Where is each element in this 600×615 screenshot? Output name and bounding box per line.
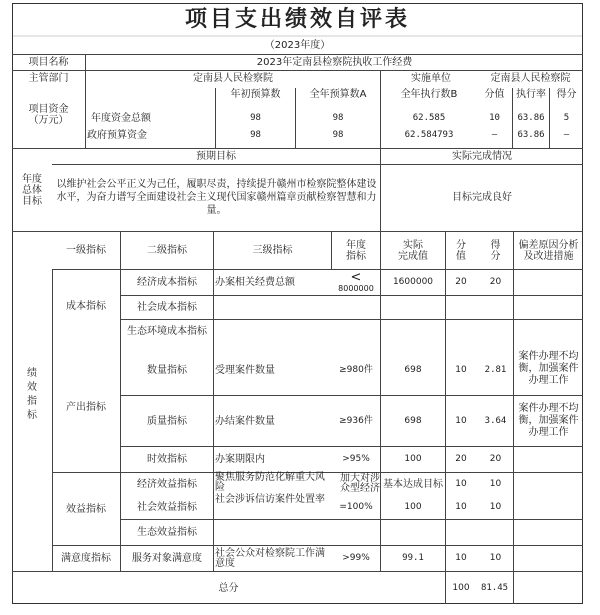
annual-symbol: < bbox=[350, 269, 362, 285]
goals-label-line2: 总体 bbox=[22, 184, 42, 196]
row-level2: 社会效益指标 bbox=[137, 501, 197, 513]
funds-label-line1: 项目资金 bbox=[28, 104, 69, 115]
dept-value: 定南县人民检察院 bbox=[193, 73, 273, 84]
section-label-char: 绩 bbox=[27, 368, 37, 379]
impl-label: 实施单位 bbox=[411, 73, 451, 84]
header-annual-line: 年度 bbox=[346, 239, 366, 251]
funds-row-score-value: 10 bbox=[489, 112, 500, 123]
header-value bbox=[446, 232, 476, 269]
funds-header-executed: 全年执行数B bbox=[400, 89, 458, 100]
funds-row-score: — bbox=[563, 129, 570, 140]
row-actual: 698 bbox=[404, 364, 422, 375]
funds-row-rate: 63.86 bbox=[517, 129, 545, 140]
header-annual bbox=[332, 232, 380, 269]
row-level2: 时效指标 bbox=[147, 454, 187, 465]
expected-goal-header: 预期目标 bbox=[196, 151, 236, 162]
row-value: 10 bbox=[455, 415, 467, 426]
actual-goal-text: 目标完成良好 bbox=[452, 191, 512, 203]
group-satisfaction: 满意度指标 bbox=[61, 553, 111, 564]
funds-label-line2: （万元） bbox=[28, 115, 69, 126]
row-value: 10 bbox=[455, 478, 467, 489]
year-label: （2023年度） bbox=[264, 40, 331, 51]
row-deviation: 案件办理不均衡，加强案件办理工作 bbox=[518, 403, 579, 438]
funds-header-initial: 年初预算数 bbox=[230, 89, 281, 100]
group-cost: 成本指标 bbox=[66, 300, 106, 312]
row-level2: 生态效益指标 bbox=[137, 527, 197, 538]
row-actual: 698 bbox=[404, 415, 422, 426]
funds-label bbox=[12, 98, 85, 132]
funds-row-name: 年度资金总额 bbox=[91, 112, 151, 124]
total-value: 100 bbox=[452, 582, 470, 593]
header-actual-line: 完成值 bbox=[398, 250, 428, 262]
impl-value: 定南县人民检察院 bbox=[490, 73, 571, 84]
row-annual: ≥980件 bbox=[339, 364, 373, 375]
funds-row-initial: 98 bbox=[250, 112, 261, 123]
row-level2: 社会成本指标 bbox=[137, 302, 197, 313]
row-level3: 办结案件数量 bbox=[215, 415, 275, 427]
row-value: 20 bbox=[455, 454, 467, 464]
header-level1: 一级指标 bbox=[66, 245, 106, 256]
group-output: 产出指标 bbox=[66, 401, 106, 413]
project-name-value: 2023年定南县检察院执收工作经费 bbox=[256, 57, 413, 68]
row-score: 2.81 bbox=[484, 364, 507, 375]
funds-header-score-value: 分值 bbox=[484, 89, 505, 100]
goals-label-line3: 目标 bbox=[22, 195, 42, 207]
row-score: 10 bbox=[489, 501, 502, 512]
header-score bbox=[478, 232, 513, 269]
header-deviation bbox=[514, 232, 583, 269]
funds-row-initial: 98 bbox=[250, 129, 261, 140]
header-value-line: 分 bbox=[456, 239, 466, 251]
page-title: 项目支出绩效自评表 bbox=[184, 6, 410, 32]
funds-row-rate: 63.86 bbox=[517, 112, 545, 123]
row-annual: 加大对涉众型经济 bbox=[340, 473, 380, 494]
header-level2: 二级指标 bbox=[147, 245, 187, 256]
section-label-char: 指 bbox=[27, 396, 37, 407]
goals-label bbox=[12, 160, 52, 220]
header-actual-line: 实际 bbox=[403, 239, 423, 251]
row-level2: 数量指标 bbox=[147, 364, 187, 376]
section-label-char: 标 bbox=[27, 410, 37, 421]
dept-label: 主管部门 bbox=[28, 73, 69, 84]
header-deviation-line: 偏差原因分析 bbox=[518, 239, 579, 251]
total-score: 81.45 bbox=[480, 582, 509, 593]
row-score: 20 bbox=[489, 454, 502, 464]
row-level2: 服务对象满意度 bbox=[132, 553, 202, 564]
row-value: 10 bbox=[455, 553, 467, 563]
row-level3: 聚焦服务防范化解重大风险 bbox=[215, 472, 325, 493]
row-annual: ≥936件 bbox=[339, 415, 373, 426]
row-actual: 100 bbox=[404, 454, 422, 464]
row-actual: 基本达成目标 bbox=[383, 478, 443, 490]
row-level3: 办案相关经费总额 bbox=[215, 277, 295, 288]
row-value: 10 bbox=[455, 364, 467, 375]
row-level3: 社会涉诉信访案件处置率 bbox=[215, 494, 325, 505]
expected-goal-text: 以维护社会公平正义为己任，履职尽责，持续提升赣州市检察院整体建设水平，为奋力谱写全面建设社会主义现代国家赣州篇章贡献检察智慧和力量。 bbox=[56, 178, 377, 216]
row-annual: >95% bbox=[342, 454, 370, 464]
indicators-section-label bbox=[12, 340, 52, 450]
row-annual: >99% bbox=[342, 553, 370, 563]
row-score: 20 bbox=[489, 277, 502, 287]
row-level3: 办案期限内 bbox=[215, 454, 265, 465]
header-actual bbox=[381, 232, 445, 269]
row-score: 10 bbox=[489, 553, 502, 563]
row-actual: 99.1 bbox=[402, 553, 424, 563]
funds-row-annual: 98 bbox=[332, 112, 344, 123]
funds-row-score: 5 bbox=[563, 112, 570, 123]
goals-label-line1: 年度 bbox=[22, 173, 42, 185]
row-score: 10 bbox=[489, 478, 502, 489]
funds-header-annual: 全年预算数A bbox=[309, 89, 367, 100]
funds-row-score-value: — bbox=[491, 129, 498, 140]
header-level3: 三级指标 bbox=[252, 245, 293, 256]
row-actual: 100 bbox=[404, 501, 422, 512]
actual-goal-header: 实际完成情况 bbox=[452, 151, 512, 162]
row-level2: 经济效益指标 bbox=[137, 478, 197, 490]
total-label: 总分 bbox=[218, 582, 239, 594]
row-annual bbox=[332, 270, 380, 295]
funds-row-executed: 62.585 bbox=[412, 112, 446, 123]
row-actual: 1600000 bbox=[392, 277, 434, 287]
funds-row-executed: 62.584793 bbox=[404, 129, 454, 140]
row-level3: 受理案件数量 bbox=[215, 364, 275, 376]
row-level2: 质量指标 bbox=[147, 415, 187, 427]
header-deviation-line: 及改进措施 bbox=[523, 250, 574, 262]
row-level3: 社会公众对检察院工作满意度 bbox=[215, 547, 325, 569]
header-value-line: 值 bbox=[456, 250, 466, 262]
section-label-char: 效 bbox=[27, 382, 37, 393]
funds-row-annual: 98 bbox=[332, 129, 344, 140]
annual-value: 8000000 bbox=[338, 283, 374, 293]
funds-row-name: 政府预算资金 bbox=[87, 129, 147, 141]
row-value: 20 bbox=[455, 277, 467, 287]
row-value: 10 bbox=[455, 501, 467, 512]
row-level2: 经济成本指标 bbox=[137, 277, 197, 288]
row-level2: 生态环境成本指标 bbox=[127, 325, 207, 337]
row-annual: =100% bbox=[339, 501, 373, 512]
row-deviation: 案件办理不均衡，加强案件办理工作 bbox=[518, 350, 579, 386]
funds-header-rate: 执行率 bbox=[516, 89, 546, 100]
group-benefit: 效益指标 bbox=[66, 503, 106, 515]
header-annual-line: 指标 bbox=[346, 250, 366, 262]
divider bbox=[52, 164, 583, 165]
funds-header-score: 得分 bbox=[556, 89, 577, 100]
project-name-label: 项目名称 bbox=[28, 57, 69, 68]
header-score-line: 得 bbox=[490, 239, 501, 251]
row-score: 3.64 bbox=[484, 415, 507, 426]
header-score-line: 分 bbox=[490, 250, 501, 262]
